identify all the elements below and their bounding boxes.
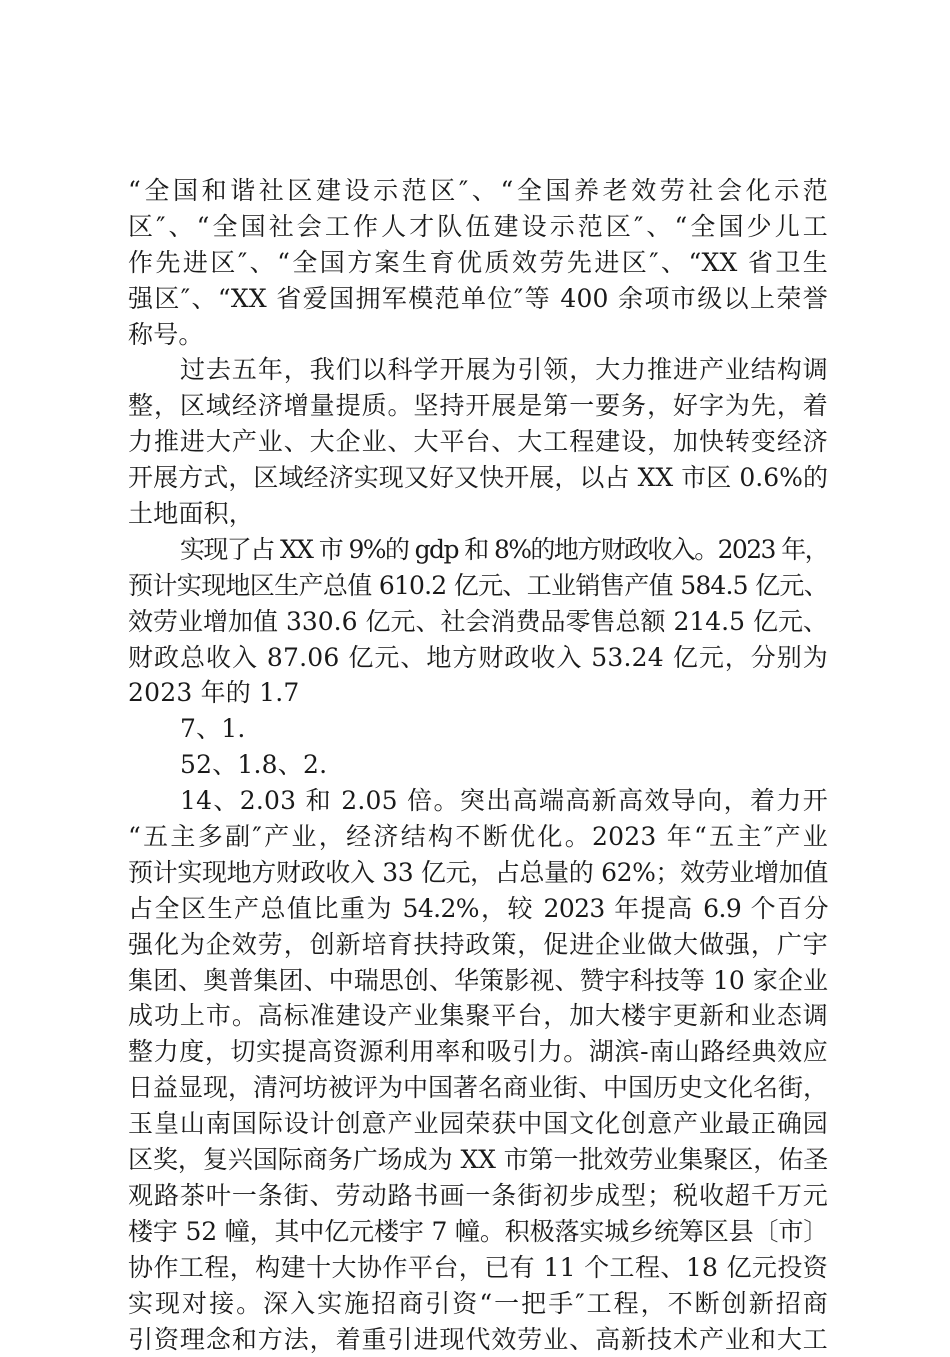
text-line: 7、1. (128, 711, 828, 747)
text-line: 强区″、“XX 省爱国拥军模范单位″等 400 余项市级以上荣誉 (128, 281, 828, 317)
text-line: 过去五年，我们以科学开展为引领，大力推进产业结构调 (128, 352, 828, 388)
text-line: 力推进大产业、大企业、大平台、大工程建设，加快转变经济 (128, 424, 828, 460)
text-line: 整，区域经济增量提质。坚持开展是第一要务，好字为先，着 (128, 388, 828, 424)
text-line: 作先进区″、“全国方案生育优质效劳先进区″、“XX 省卫生 (128, 245, 828, 281)
text-line: 引资理念和方法，着重引进现代效劳业、高新技术产业和大工 (128, 1322, 828, 1357)
text-line: 强化为企效劳，创新培育扶持政策，促进企业做大做强，广宇 (128, 927, 828, 963)
text-line: 集团、奥普集团、中瑞思创、华策影视、赞宇科技等 10 家企业 (128, 963, 828, 999)
text-line: 协作工程，构建十大协作平台，已有 11 个工程、18 亿元投资 (128, 1250, 828, 1286)
text-line: 效劳业增加值 330.6 亿元、社会消费品零售总额 214.5 亿元、 (128, 604, 828, 640)
text-line: 成功上市。高标准建设产业集聚平台，加大楼宇更新和业态调 (128, 998, 828, 1034)
text-line: 玉皇山南国际设计创意产业园荣获中国文化创意产业最正确园 (128, 1106, 828, 1142)
text-line: 预计实现地方财政收入 33 亿元，占总量的 62%；效劳业增加值 (128, 855, 828, 891)
document-body (128, 173, 828, 1357)
text-line: 预计实现地区生产总值 610.2 亿元、工业销售产值 584.5 亿元、 (128, 568, 828, 604)
text-line: 开展方式，区域经济实现又好又快开展，以占 XX 市区 0.6%的 (128, 460, 828, 496)
text-line: 区″、“全国社会工作人才队伍建设示范区″、“全国少儿工 (128, 209, 828, 245)
text-line: “全国和谐社区建设示范区″、“全国养老效劳社会化示范 (128, 173, 828, 209)
text-line: 整力度，切实提高资源利用率和吸引力。湖滨-南山路经典效应 (128, 1034, 828, 1070)
text-line: 52、1.8、2. (128, 747, 828, 783)
text-line: 实现了占 XX 市 9%的 gdp 和 8%的地方财政收入。2023 年， (128, 532, 828, 568)
text-line: 占全区生产总值比重为 54.2%，较 2023 年提高 6.9 个百分 (128, 891, 828, 927)
text-line: 2023 年的 1.7 (128, 675, 828, 711)
text-line: 日益显现，清河坊被评为中国著名商业街、中国历史文化名街， (128, 1070, 828, 1106)
text-line: 称号。 (128, 317, 828, 353)
text-line: 财政总收入 87.06 亿元、地方财政收入 53.24 亿元，分别为 (128, 640, 828, 676)
text-line: 14、2.03 和 2.05 倍。突出高端高新高效导向，着力开 (128, 783, 828, 819)
text-line: 楼宇 52 幢，其中亿元楼宇 7 幢。积极落实城乡统筹区县〔市〕 (128, 1214, 828, 1250)
text-line: 观路茶叶一条街、劳动路书画一条街初步成型；税收超千万元 (128, 1178, 828, 1214)
text-line: 实现对接。深入实施招商引资“一把手″工程，不断创新招商 (128, 1286, 828, 1322)
text-line: 土地面积， (128, 496, 828, 532)
text-line: 区奖，复兴国际商务广场成为 XX 市第一批效劳业集聚区，佑圣 (128, 1142, 828, 1178)
text-line: “五主多副″产业，经济结构不断优化。2023 年“五主″产业 (128, 819, 828, 855)
